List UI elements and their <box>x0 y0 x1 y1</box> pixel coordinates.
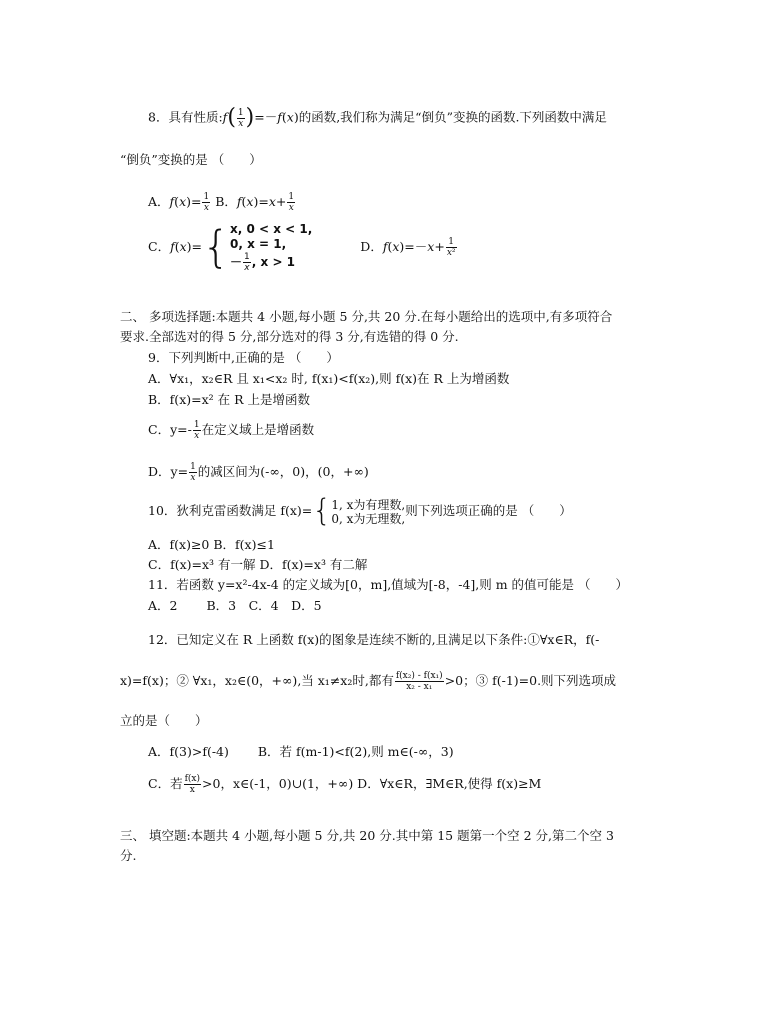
q10-options-ab: A．f(x)≥0 B．f(x)≤1 <box>148 537 275 552</box>
q8-line2: “倒负”变换的是 （ ） <box>120 152 262 167</box>
q12-line3: 立的是（ ） <box>120 713 208 728</box>
frac-1-over-x: $\frac{1}{x}$ <box>237 107 244 129</box>
section2-line1: 二、 多项选择题:本题共 4 小题,每小题 5 分,共 20 分.在每小题给出的选项中,有多项符合 <box>120 309 613 324</box>
q12-stem: 12．已知定义在 R 上函数 f(x)的图象是连续不断的,且满足以下条件:①∀x∈R，f(- <box>148 632 600 647</box>
q11-stem: 11．若函数 y=x²-4x-4 的定义域为[0，m],值域为[-8，-4],则 m 的值可能是 （ ） <box>148 577 629 592</box>
q11-options: A．2 B．3 C．4 D．5 <box>148 598 322 613</box>
q8-text-c: 的函数,我们称为满足“倒负”变换的函数.下列函数中满足 <box>298 109 607 125</box>
q9-option-c: C．y=- $\frac{1}{x}$ 在定义域上是增函数 <box>148 420 315 441</box>
section3-line1: 三、 填空题:本题共 4 小题,每小题 5 分,共 20 分.其中第 15 题第一个空 2 分,第二个空 3 <box>120 828 614 843</box>
q8-options-ab: A．f(x)= $\frac{1}{x}$ B．f(x)=x+ $\frac{1}{x}$ <box>148 192 295 213</box>
q9-stem: 9．下列判断中,正确的是 （ ） <box>148 350 339 365</box>
q8-line1: 8．具有性质:f( $\frac{1}{x}$ )=－f(x)的函数,我们称为满足“倒负”变换的函数.下列函数中满足 <box>148 105 607 130</box>
section3-line2: 分. <box>120 848 137 863</box>
q8-text-b: =－ <box>254 109 278 125</box>
q8-option-a-label: A． <box>148 194 170 209</box>
q8-piecewise: x, 0 < x < 1, 0, x = 1, － $\frac{1}{x}$ , x > 1 <box>230 222 313 273</box>
q9-option-a: A．∀x₁，x₂∈R 且 x₁<x₂ 时, f(x₁)<f(x₂),则 f(x)在 R 上为增函数 <box>148 371 510 386</box>
q8-option-c-label: C． <box>148 239 171 254</box>
q10-stem: 10．狄利克雷函数满足 f(x)={ 1, x为有理数, 0, x为无理数, 则下列选项正确的是 （ ） <box>148 493 572 529</box>
q10-options-cd: C．f(x)=x³ 有一解 D．f(x)=x³ 有二解 <box>148 557 368 572</box>
q9-option-d: D．y= $\frac{1}{x}$ 的减区间为(-∞，0)，(0，+∞) <box>148 462 369 483</box>
q8-option-b-label: B． <box>215 194 237 209</box>
q12-line2: x)=f(x)；② ∀x₁，x₂∈(0，+∞),当 x₁≠x₂时,都有 $\frac{\text{f(x₂) - f(x₁)}}{\text{x₂ - x₁}}$ >0；③ f(-1)=0.则下列选项成 <box>120 671 617 692</box>
q12-options-ab: A．f(3)>f(-4) B．若 f(m-1)<f(2),则 m∈(-∞，3) <box>148 744 454 759</box>
q9-option-b: B．f(x)=x² 在 R 上是增函数 <box>148 392 310 407</box>
q12-difference-quotient: $\frac{\text{f(x₂) - f(x₁)}}{\text{x₂ - x₁}}$ <box>395 671 443 692</box>
q8-options-cd: C．f(x)={ x, 0 < x < 1, 0, x = 1, － $\frac{1}{x}$ , x > 1 D．f(x)=－x+ $\frac{1}{\text{x²}}$ <box>148 221 456 273</box>
q10-piecewise: 1, x为有理数, 0, x为无理数, <box>331 497 406 526</box>
q12-options-cd: C．若 $\frac{f(x)}{x}$ >0，x∈(-1，0)∪(1，+∞) D．∀x∈R，∃M∈R,使得 f(x)≥M <box>148 774 542 795</box>
q8-text-a: 8．具有性质: <box>148 109 223 125</box>
section2-line2: 要求.全部选对的得 5 分,部分选对的得 3 分,有选错的得 0 分. <box>120 329 459 344</box>
q8-option-d-label: D． <box>360 239 383 254</box>
